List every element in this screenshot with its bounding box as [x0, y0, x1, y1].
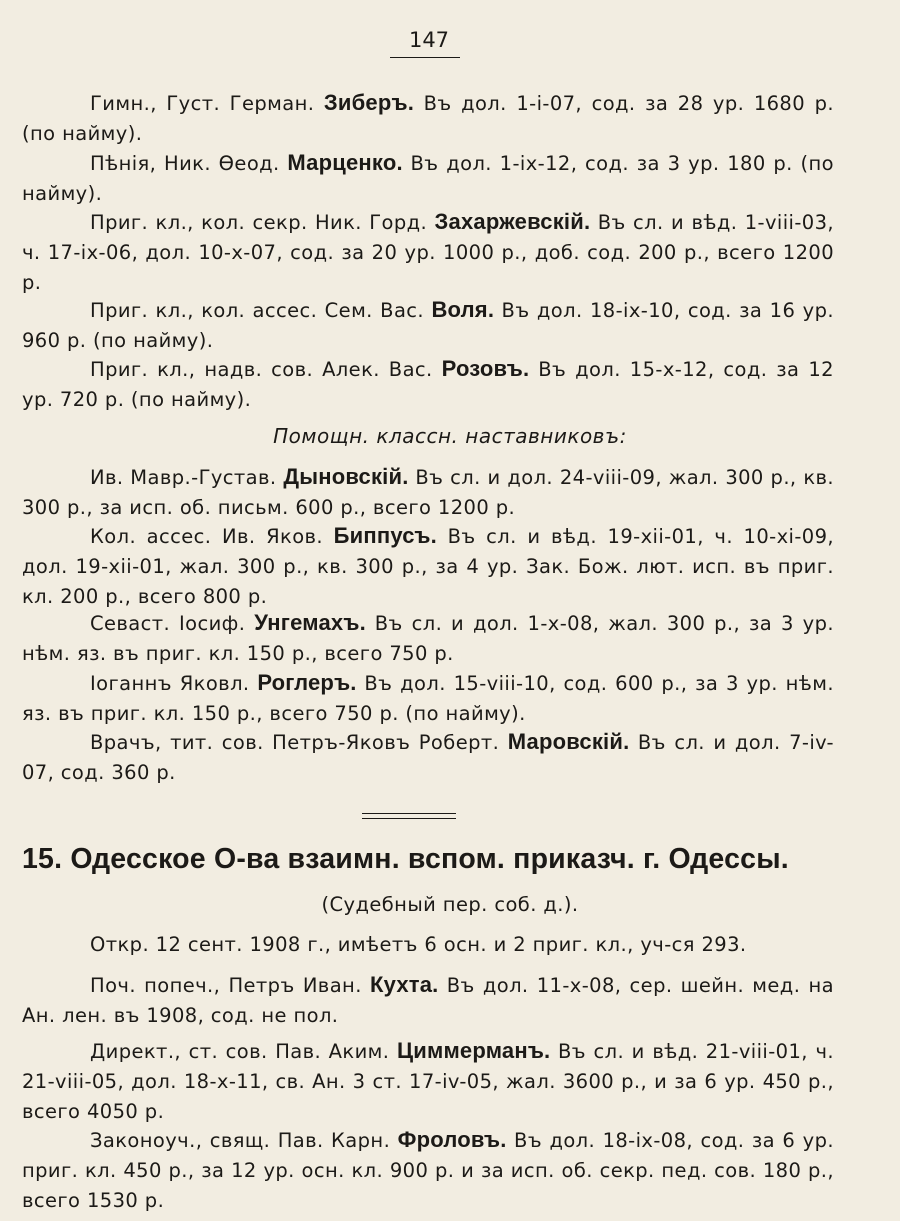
section-title	[22, 843, 882, 876]
entry-paragraph: Приг. кл., надв. сов. Алек. Вас. Розовъ. Въ дол. 15-х-12, сод. за 12 ур. 720 р. (по найму).	[22, 356, 834, 411]
entry-paragraph: Іоганнъ Яковл. Роглеръ. Въ дол. 15-viii-10, сод. 600 р., за 3 ур. нѣм. яз. въ приг. кл. 150 р., всего 750 р. (по найму).	[22, 670, 834, 725]
person-surname: Фроловъ.	[397, 1127, 507, 1152]
entry-paragraph: Врачъ, тит. сов. Петръ-Яковъ Роберт. Маровскій. Въ сл. и дол. 7-іv-07, сод. 360 р.	[22, 729, 834, 784]
section-title-text: Одесское О-ва взаимн. вспом. приказч. г. Одессы.	[70, 843, 789, 875]
person-surname: Маровскій.	[507, 729, 630, 754]
entry-paragraph: Пѣнія, Ник. Ѳеод. Марценко. Въ дол. 1-іх-12, сод. за 3 ур. 180 р. (по найму).	[22, 150, 834, 205]
person-surname: Захаржевскій.	[434, 209, 591, 234]
page-number: 147	[408, 28, 450, 52]
section-number: 15.	[22, 843, 63, 875]
entry-paragraph: Приг. кл., кол. секр. Ник. Горд. Захаржевскій. Въ сл. и вѣд. 1-viii-03, ч. 17-іх-06, дол. 10-х-07, сод. за 20 ур. 1000 р., доб. сод. 200 р., всего 1200 р.	[22, 209, 834, 294]
entry-paragraph: Ив. Мавр.-Густав. Дыновскій. Въ сл. и дол. 24-viii-09, жал. 300 р., кв. 300 р., за исп. об. письм. 600 р., всего 1200 р.	[22, 464, 834, 519]
person-surname: Роглеръ.	[257, 670, 357, 695]
person-surname: Биппусъ.	[333, 523, 437, 548]
person-surname: Циммерманъ.	[396, 1038, 551, 1063]
entry-paragraph: Кол. ассес. Ив. Яков. Биппусъ. Въ сл. и вѣд. 19-хіі-01, ч. 10-хі-09, дол. 19-хіі-01, жал. 300 р., кв. 300 р., за 4 ур. Зак. Бож. лют. исп. въ приг. кл. 200 р., всего 800 р.	[22, 523, 835, 608]
person-surname: Розовъ.	[441, 356, 530, 381]
person-surname: Воля.	[431, 297, 495, 322]
entry-paragraph: Поч. попеч., Петръ Иван. Кухта. Въ дол. 11-х-08, сер. шейн. мед. на Ан. лен. въ 1908, сод. не пол.	[22, 972, 834, 1027]
subheading: Помощн. классн. наставниковъ:	[273, 424, 627, 448]
person-surname: Унгемахъ.	[254, 610, 366, 635]
entry-paragraph: Директ., ст. сов. Пав. Аким. Циммерманъ. Въ сл. и вѣд. 21-viii-01, ч. 21-viii-05, дол. 18-х-11, св. Ан. 3 ст. 17-іv-05, жал. 3600 р., и за 6 ур. 450 р., всего 4050 р.	[22, 1038, 834, 1123]
person-surname: Дыновскій.	[283, 464, 409, 489]
section-divider	[362, 813, 456, 818]
entry-paragraph: Законоуч., свящ. Пав. Карн. Фроловъ. Въ дол. 18-іх-08, сод. за 6 ур. приг. кл. 450 р., за 12 ур. осн. кл. 900 р. и за исп. об. секр. пед. сов. 180 р., всего 1530 р.	[22, 1127, 834, 1212]
entry-paragraph: Откр. 12 сент. 1908 г., имѣетъ 6 осн. и 2 приг. кл., уч-ся 293.	[90, 933, 747, 956]
entry-paragraph: Приг. кл., кол. ассес. Сем. Вас. Воля. Въ дол. 18-іх-10, сод. за 16 ур. 960 р. (по найму).	[22, 297, 834, 352]
entry-paragraph: Севаст. Іосиф. Унгемахъ. Въ сл. и дол. 1-х-08, жал. 300 р., за 3 ур. нѣм. яз. въ приг. кл. 150 р., всего 750 р.	[22, 610, 834, 665]
person-surname: Кухта.	[370, 972, 439, 997]
person-surname: Марценко.	[287, 150, 403, 175]
section-subtitle: (Судебный пер. соб. д.).	[321, 893, 579, 916]
entry-paragraph: Гимн., Густ. Герман. Зиберъ. Въ дол. 1-і-07, сод. за 28 ур. 1680 р. (по найму).	[22, 90, 834, 145]
page-number-rule	[390, 57, 460, 58]
person-surname: Зиберъ.	[323, 90, 415, 115]
